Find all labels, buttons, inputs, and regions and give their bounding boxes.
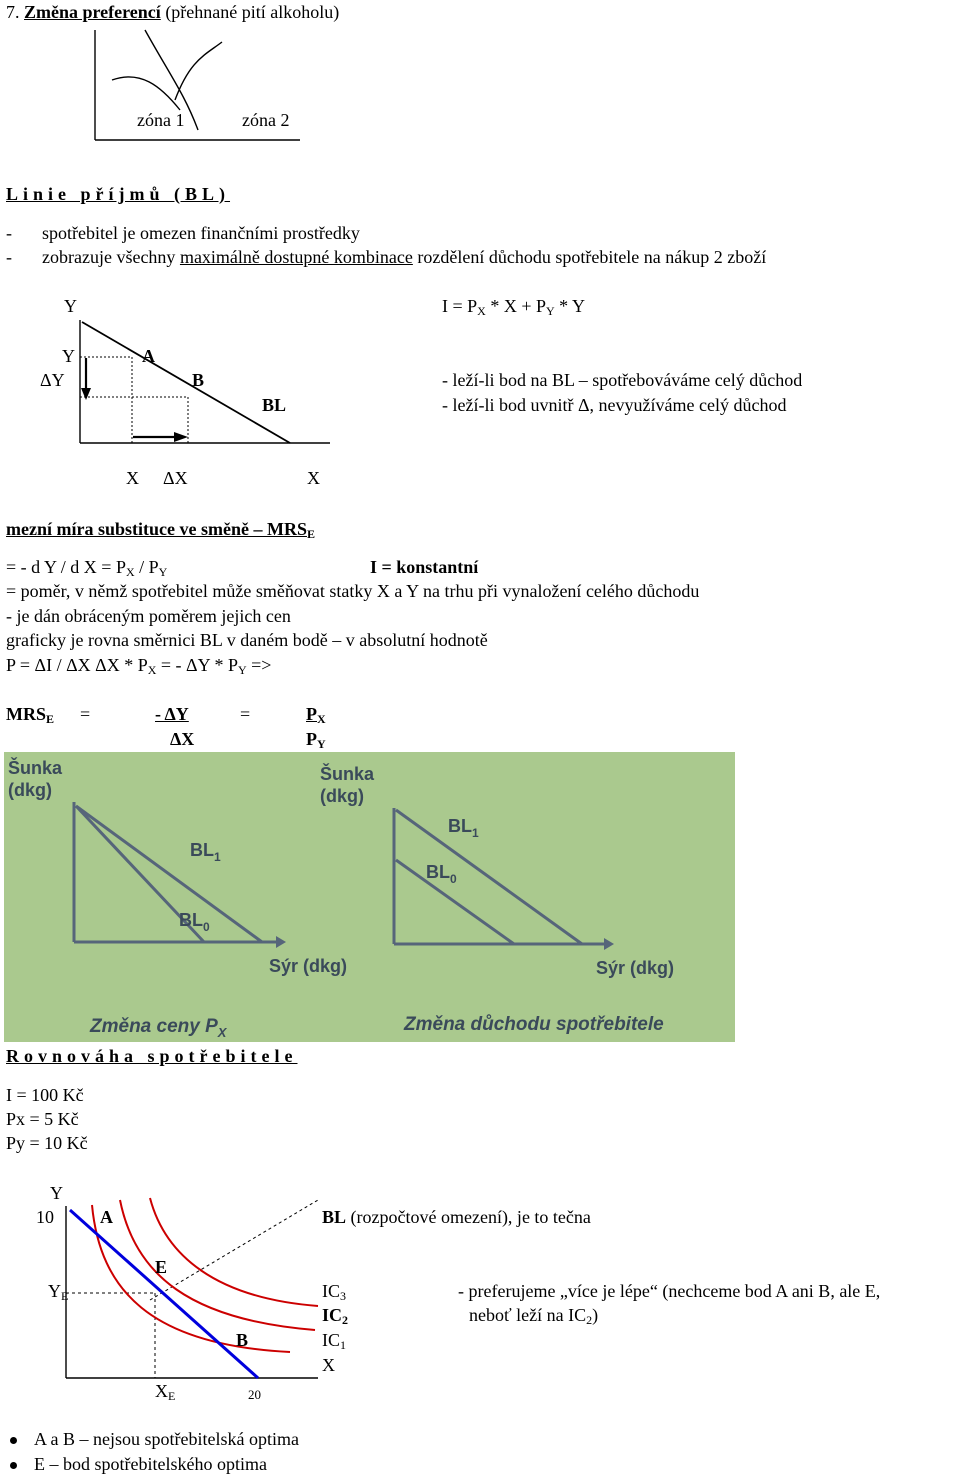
left-caption [89,1016,228,1040]
price-den-text: P [306,729,317,749]
formula-sub-x: X [125,565,135,579]
mrs-income-constant [370,557,478,579]
formula-sub-y: Y [546,304,555,318]
ic1-text: IC [322,1330,340,1350]
budget-line-diagram [80,320,330,443]
eq-point-a: A [100,1207,113,1227]
eq-ye-label [48,1281,68,1303]
income-constant-text: I = konstantní [370,557,479,577]
mrs-heading-sub: E [306,527,315,541]
bl-point-a: A [142,346,155,366]
price-den-sub: Y [317,737,326,751]
ic3-text: IC [322,1281,340,1301]
eq-point-e: E [155,1257,168,1277]
ye-sub: E [61,1289,69,1303]
bl-item-2-pre: zobrazuje všechny [42,247,176,267]
note2-end: ) [592,1305,599,1325]
slide-photo-drawing [4,752,735,1042]
eq-bl-text: (rozpočtové omezení), je to tečna [350,1207,591,1227]
bl-note-2: - leží-li bod uvnitř Δ, nevyužíváme celý důchod [442,395,787,415]
bl-axis-y-label: Y [64,296,77,316]
eq-y-intercept-label: 10 [36,1207,54,1227]
bullet-1-text: A a B – nejsou spotřebitelská optima [34,1429,299,1449]
mrs-line-3: - je dán obráceným poměrem jejich cen [6,606,291,626]
eq-axis-x-label: X [322,1355,335,1375]
formula-part: / P [139,557,159,577]
bl-item-2-dash: - [6,247,12,267]
left-bl0-sub: 0 [203,920,210,934]
right-bl0-sub: 0 [450,872,457,886]
right-bl1-sub: 1 [472,826,479,840]
section-subtitle: (přehnané pití alkoholu) [165,2,340,22]
mrs-eq-price-denominator [306,729,326,751]
mrs-eq-price-numerator [306,704,326,726]
left-x-label: Sýr (dkg) [269,956,348,976]
left-y-label-2: (dkg) [8,780,52,800]
left-caption-sub: X [217,1025,227,1040]
dy-arrow-head [81,388,91,400]
budget-formula [442,296,585,318]
right-y-label-1: Šunka [320,764,375,784]
left-bl1-text: BL [190,840,214,860]
tangent-guide-line [150,1200,318,1300]
income-value: I = 100 Kč [6,1085,84,1105]
eq-budget-line [70,1210,258,1378]
eq-note-1: - preferujeme „více je lépe“ (nechceme bod A ani B, ale E, [458,1281,881,1301]
mrs-eq-lhs-sub: E [46,712,55,726]
mrs-eq-sign-1: = [80,704,91,724]
mrs-eq-denominator: ΔX [170,729,195,749]
ic1-label [322,1330,346,1352]
mrs-heading [6,519,315,541]
formula-part: = - ΔY * P [160,655,238,675]
right-bl1-text: BL [448,816,472,836]
ye-text: Y [48,1281,61,1301]
right-bl0-text: BL [426,862,450,882]
formula-part: * Y [559,296,586,316]
bl-heading: Linie příjmů (BL) [6,184,231,204]
zone2-label: zóna 2 [242,110,290,130]
right-x-label: Sýr (dkg) [596,958,675,978]
left-y-label-1: Šunka [8,758,63,778]
sketch-curve-zone2 [175,42,222,100]
eq-bl-description [322,1207,591,1229]
right-y-label-2: (dkg) [320,786,364,806]
bl-item-2-underlined: maximálně dostupné kombinace [179,247,413,267]
formula-part: P = ΔI / ΔX ΔX * P [6,655,148,675]
right-caption: Změna důchodu spotřebitele [404,1014,664,1035]
bl-item-1-dash: - [6,223,12,243]
xe-sub: E [168,1389,176,1403]
price-num-text: P [306,704,317,724]
xe-text: X [155,1381,168,1401]
price-y-value: Py = 10 Kč [6,1133,88,1153]
ic3-sub: 3 [340,1289,346,1303]
formula-sub-x: X [147,663,157,677]
bullet-2-marker [10,1462,17,1469]
bl-delta-x-label: ΔX [163,468,188,488]
bl-y-level-label: Y [62,346,75,366]
formula-sub-y: Y [237,663,247,677]
dx-arrow-head [174,432,188,442]
bl-axis-x-label: X [307,468,320,488]
bl-x-level-label: X [126,468,139,488]
formula-part: => [251,655,272,675]
mrs-eq-sign-2: = [240,704,251,724]
eq-xe-label [155,1381,175,1403]
bl-line-label: BL [262,395,287,415]
formula-part: * X + P [490,296,546,316]
mrs-line-5 [6,655,271,677]
mrs-heading-text: mezní míra substituce ve směně – MRS [6,519,307,539]
left-bl0-text: BL [179,910,203,930]
bl-point-b: B [192,370,205,390]
note2-text: neboť leží na IC [469,1305,587,1325]
equilibrium-heading: Rovnováha spotřebitele [6,1046,298,1066]
eq-x-intercept-label: 20 [248,1387,261,1402]
eq-axis-y-label: Y [50,1183,63,1203]
note2-sub: 2 [586,1313,593,1327]
formula-sub-y: Y [158,565,168,579]
mrs-formula-1 [6,557,167,579]
ic1-sub: 1 [340,1338,346,1352]
ic2-label [322,1305,348,1327]
bl-item-1: spotřebitel je omezen finančními prostředky [42,223,360,243]
formula-part: = - d Y / d X = P [6,557,126,577]
ic3-label [322,1281,346,1303]
bl-delta-y-label: ΔY [40,370,65,390]
bl-item-2-post: rozdělení důchodu spotřebitele na nákup 2 zboží [417,247,767,267]
mrs-eq-lhs-text: MRS [6,704,46,724]
bullet-2-text: E – bod spotřebitelského optima [34,1454,267,1474]
eq-note-2 [469,1305,598,1327]
price-num-sub: X [317,712,326,726]
slide-photo [4,752,735,1042]
mrs-line-4: graficky je rovna směrnici BL v daném bodě – v absolutní hodnotě [6,630,488,650]
slide-background [4,752,735,1042]
ic2-text: IC [322,1305,343,1325]
formula-part: I = P [442,296,478,316]
bullet-1-marker [10,1437,17,1444]
left-caption-text: Změna ceny P [90,1016,218,1037]
section-number: 7. [6,2,20,22]
mrs-eq-numerator: - ΔY [155,704,189,724]
eq-point-b: B [236,1330,249,1350]
bl-item-2 [42,247,766,269]
zone1-label: zóna 1 [137,110,185,130]
mrs-eq-lhs [6,704,54,726]
left-bl1-sub: 1 [214,850,221,864]
price-x-value: Px = 5 Kč [6,1109,79,1129]
eq-bl-label: BL [322,1207,347,1227]
sketch-curve-zone1 [112,77,180,110]
formula-sub-x: X [477,304,486,318]
bl-note-1: - leží-li bod na BL – spotřebováváme celý důchod [442,370,803,390]
mrs-line-2: = poměr, v němž spotřebitel může směňovat statky X a Y na trhu při vynaložení celého důchodu [6,581,700,601]
section-title: Změna preferencí [24,2,161,22]
ic2-sub: 2 [342,1313,349,1327]
indifference-curve-1 [92,1205,290,1352]
budget-line [82,322,290,443]
